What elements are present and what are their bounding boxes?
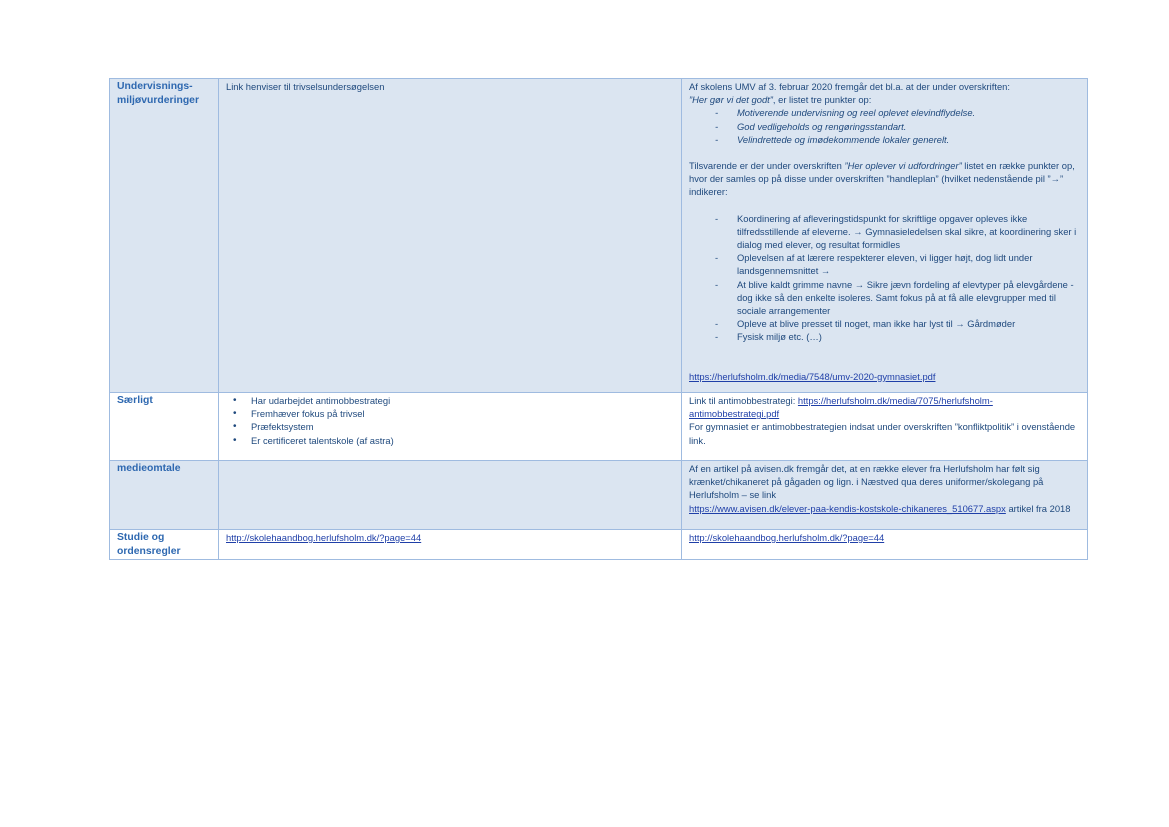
umv-intro-quote: ”Her gør vi det godt” xyxy=(689,94,773,106)
list-item: • Er certificeret talentskole (af astra) xyxy=(226,434,675,447)
antimobbe-text: For gymnasiet er antimobbestrategien indsat under overskriften ”konfliktpolitik” i ovenstående link. xyxy=(689,421,1076,446)
umv-challenge-intro xyxy=(689,159,1081,199)
umv-challenge-text-1: Tilsvarende er der under overskriften xyxy=(689,160,845,172)
list-item: - Oplevelsen af at lærere respekterer eleven, vi ligger højt, dog lidt under landsgennemsnittet → xyxy=(689,251,1081,277)
row-header-medieomtale: medieomtale xyxy=(110,461,219,530)
row-header-saerligt: Særligt xyxy=(110,393,219,461)
table-row-studie xyxy=(110,530,1088,560)
table-row-saerligt xyxy=(110,393,1088,461)
table-row-umv xyxy=(110,79,1088,393)
list-item: - God vedligeholds og rengøringsstandart. xyxy=(689,120,1081,133)
studie-middle-cell xyxy=(219,530,682,560)
assessment-table xyxy=(109,78,1088,560)
umv-challenge-text-2: listet en række punkter op, hvor der samles op på disse under overskriften ”handleplan” (hvilket nedenstående pil ”→” indikerer: xyxy=(689,160,1075,198)
umv-intro-tail: , er listet tre punkter op: xyxy=(772,94,872,106)
list-item: • Præfektsystem xyxy=(226,420,675,433)
table-row-medieomtale xyxy=(110,461,1088,530)
antimobbe-link[interactable]: https://herlufsholm.dk/media/7075/herlufsholm-antimobbestrategi.pdf xyxy=(689,395,993,420)
avisen-article-link[interactable]: https://www.avisen.dk/elever-paa-kendis-kostskole-chikaneres_510677.aspx xyxy=(689,502,1006,514)
skolehaandbog-link-middle[interactable]: http://skolehaandbog.herlufsholm.dk/?page=44 xyxy=(226,532,422,543)
studie-right-cell xyxy=(682,530,1088,560)
umv-middle-text: Link henviser til trivselsundersøgelsen xyxy=(226,81,385,92)
list-item: - Fysisk miljø etc. (…) xyxy=(689,330,1081,343)
umv-report-link[interactable]: https://herlufsholm.dk/media/7548/umv-2020-gymnasiet.pdf xyxy=(689,370,936,382)
antimobbe-link-label: Link til antimobbestrategi: xyxy=(689,395,798,406)
umv-intro-text: Af skolens UMV af 3. februar 2020 fremgår det bl.a. at der under overskriften: xyxy=(689,81,1010,92)
list-item: - Motiverende undervisning og reel oplevet elevindflydelse. xyxy=(689,106,1081,119)
umv-middle-cell xyxy=(219,79,682,393)
row-header-umv: Undervisnings-miljøvurderinger xyxy=(110,79,219,393)
list-item: - Opleve at blive presset til noget, man ikke har lyst til → Gårdmøder xyxy=(689,317,1081,330)
umv-right-cell xyxy=(682,79,1088,393)
medieomtale-middle-cell xyxy=(219,461,682,530)
umv-challenge-quote: ”Her oplever vi udfordringer” xyxy=(844,160,962,172)
saerligt-middle-cell xyxy=(219,393,682,461)
list-item: - Koordinering af afleveringstidspunkt for skriftlige opgaver opleves ikke tilfredsstillende af eleverne. → Gymnasieledelsen skal sikre, at koordinering sker i dialog med elever, og resultat formidles xyxy=(689,212,1081,252)
saerligt-bullet-list xyxy=(226,394,675,447)
umv-positive-list xyxy=(689,106,1081,146)
umv-intro xyxy=(689,80,1081,106)
saerligt-right-cell xyxy=(682,393,1088,461)
list-item: - Velindrettede og imødekommende lokaler generelt. xyxy=(689,133,1081,146)
umv-challenge-list xyxy=(689,212,1081,344)
medieomtale-text: Af en artikel på avisen.dk fremgår det, at en række elever fra Herlufsholm har følt sig krænket/chikaneret på gågaden og lign. i Næstved qua deres uniformer/skolegang på Herlufsholm – se link xyxy=(689,463,1044,501)
list-item: - At blive kaldt grimme navne → Sikre jævn fordeling af elevtyper på elevgårdene - dog ikke så den enkelte isoleres. Samt fokus på at få alle elevgrupper med til sociale arrangementer xyxy=(689,278,1081,318)
list-item: • Fremhæver fokus på trivsel xyxy=(226,407,675,420)
row-header-studie: Studie og ordensregler xyxy=(110,530,219,560)
list-item: • Har udarbejdet antimobbestrategi xyxy=(226,394,675,407)
medieomtale-right-cell xyxy=(682,461,1088,530)
skolehaandbog-link-right[interactable]: http://skolehaandbog.herlufsholm.dk/?page=44 xyxy=(689,532,885,543)
medieomtale-tail: artikel fra 2018 xyxy=(1005,502,1071,514)
